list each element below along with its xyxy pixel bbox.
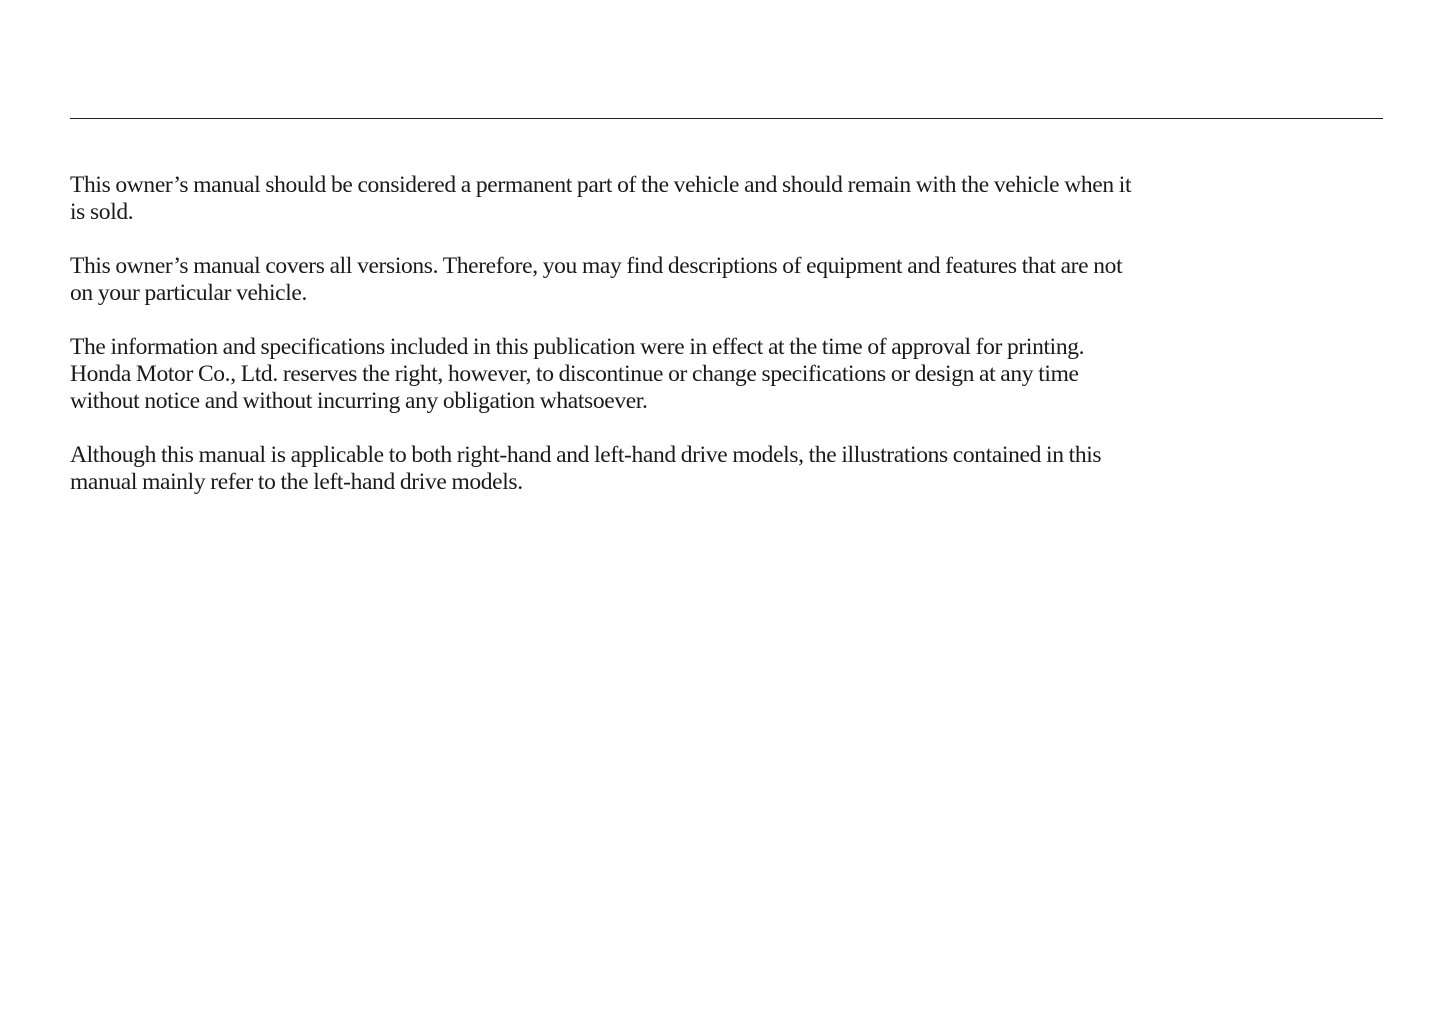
notice-body — [70, 172, 1390, 523]
notice-paragraph-all-versions: This owner’s manual covers all versions. Therefore, you may find descriptions of equipment and features that are not on your particular vehicle. — [70, 253, 1123, 306]
notice-paragraph-drive-models: Although this manual is applicable to both right-hand and left-hand drive models, the illustrations contained in this manual mainly refer to the left-hand drive models. — [70, 442, 1102, 495]
header-divider — [70, 118, 1383, 119]
notice-paragraph-permanent-part: This owner’s manual should be considered a permanent part of the vehicle and should remain with the vehicle when it is sold. — [70, 172, 1132, 225]
notice-paragraph-specifications: The information and specifications included in this publication were in effect at the time of approval for printing. Honda Motor Co., Ltd. reserves the right, however, to discontinue or change specifications or design at any time without notice and without incurring any obligation whatsoever. — [70, 334, 1085, 414]
